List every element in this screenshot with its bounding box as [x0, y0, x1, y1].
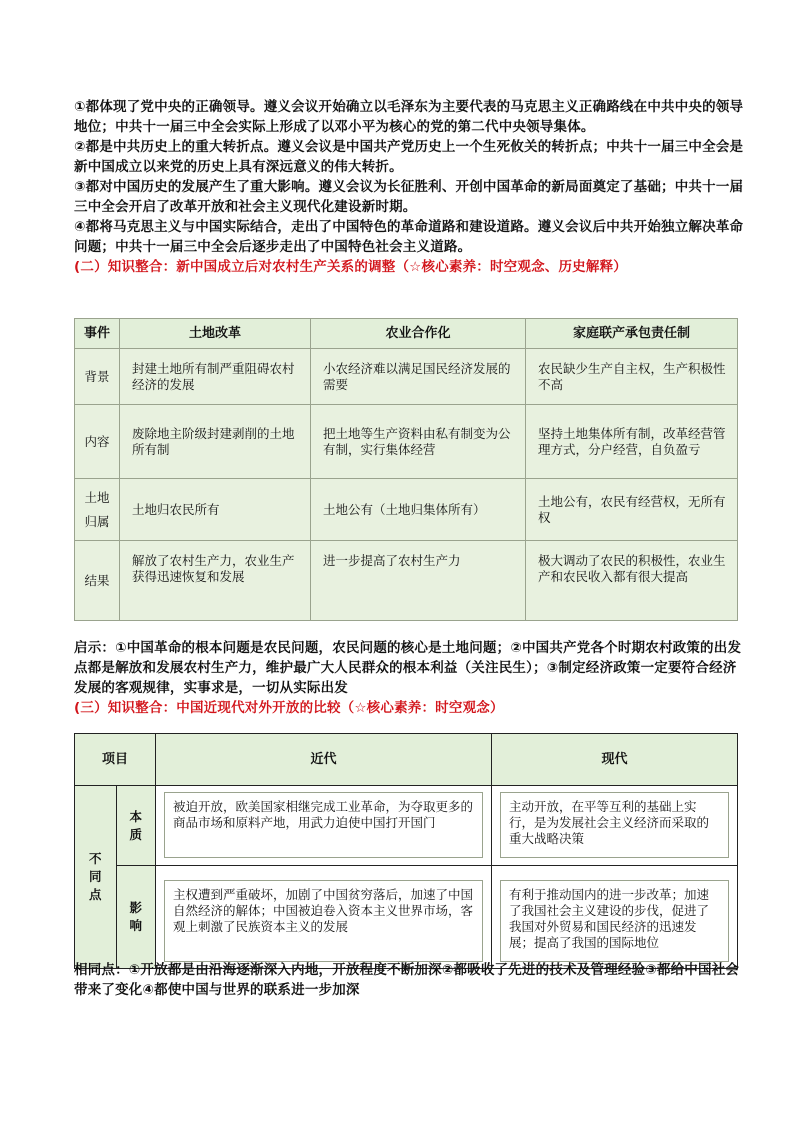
table-cell [156, 786, 492, 866]
table-cell: 小农经济难以满足国民经济发展的需要 [311, 349, 526, 405]
table2-header-row [75, 734, 738, 786]
similarities-section [74, 960, 744, 1000]
row-label [75, 479, 120, 541]
table-cell: 废除地主阶级封建剥削的土地所有制 [120, 405, 311, 479]
row-label-top: 土地 [84, 489, 110, 505]
row-label-essence: 本 质 [116, 786, 155, 866]
row-label: 内容 [75, 405, 120, 479]
essence-modern-early: 被迫开放，欧美国家相继完成工业革命，为夺取更多的商品市场和原料产地，用武力迫使中国打开国门 [164, 792, 483, 858]
section2-heading: (二）知识整合：新中国成立后对农村生产关系的调整（☆核心素养：时空观念、历史解释） [74, 259, 627, 275]
essence-contemporary: 主动开放，在平等互利的基础上实行，是为发展社会主义经济而采取的重大战略决策 [500, 792, 729, 858]
table1-header-event: 事件 [75, 319, 120, 349]
table-cell: 土地归农民所有 [120, 479, 311, 541]
table-row [75, 786, 738, 866]
table2-header-item: 项目 [75, 734, 156, 786]
table1-header-land-reform: 土地改革 [120, 319, 311, 349]
table-cell: 进一步提高了农村生产力 [311, 541, 526, 621]
impact-modern-early: 主权遭到严重破坏，加剧了中国贫穷落后，加速了中国自然经济的解体；中国被迫卷入资本主义世界市场，客观上刺激了民族资本主义的发展 [164, 880, 483, 962]
table-row [75, 349, 738, 405]
intro-paragraph-2: ②都是中共历史上的重大转折点。遵义会议是中国共产党历史上一个生死攸关的转折点；中共十一届三中全会是新中国成立以来党的历史上具有深远意义的伟大转折。 [74, 139, 744, 175]
table1-header-contract-system: 家庭联产承包责任制 [526, 319, 738, 349]
table2-header-contemporary: 现代 [492, 734, 738, 786]
row-label-impact: 影 响 [116, 866, 155, 969]
row-label: 背景 [75, 349, 120, 405]
table2-header-modern-early: 近代 [156, 734, 492, 786]
table1-header-row [75, 319, 738, 349]
intro-section [74, 97, 744, 277]
table-cell: 极大调动了农民的积极性，农业生产和农民收入都有很大提高 [526, 541, 738, 621]
table-cell: 把土地等生产资料由私有制变为公有制，实行集体经营 [311, 405, 526, 479]
similarities-text: 相同点：①开放都是由沿海逐渐深入内地，开放程度不断加深②都吸收了先进的技术及管理经验③都给中国社会带来了变化④都使中国与世界的联系进一步加深 [74, 962, 740, 998]
table-cell: 封建土地所有制严重阻碍农村经济的发展 [120, 349, 311, 405]
intro-paragraph-1: ①都体现了党中央的正确领导。遵义会议开始确立以毛泽东为主要代表的马克思主义正确路线在中共中央的领导地位；中共十一届三中全会实际上形成了以邓小平为核心的党的第二代中央领导集体。 [74, 99, 744, 135]
row-label: 结果 [75, 541, 120, 621]
table-cell: 土地公有（土地归集体所有） [311, 479, 526, 541]
table-row [75, 541, 738, 621]
table-cell: 坚持土地集体所有制，改革经营管理方式，分户经营，自负盈亏 [526, 405, 738, 479]
enlightenment-section [74, 638, 744, 718]
opening-up-comparison-table [74, 733, 738, 969]
table-cell: 农民缺少生产自主权，生产积极性不高 [526, 349, 738, 405]
table-row [75, 479, 738, 541]
differences-label: 不 同 点 [75, 786, 117, 969]
intro-paragraph-4: ④都将马克思主义与中国实际结合，走出了中国特色的革命道路和建设道路。遵义会议后中共开始独立解决革命问题；中共十一届三中全会后逐步走出了中国特色社会主义道路。 [74, 219, 744, 255]
table-row [75, 866, 738, 969]
table1-header-cooperation: 农业合作化 [311, 319, 526, 349]
row-label-bottom: 归属 [84, 513, 110, 529]
table-cell [492, 786, 738, 866]
table-cell [492, 866, 738, 969]
rural-relations-table [74, 318, 738, 621]
intro-paragraph-3: ③都对中国历史的发展产生了重大影响。遵义会议为长征胜利、开创中国革命的新局面奠定了基础；中共十一届三中全会开启了改革开放和社会主义现代化建设新时期。 [74, 179, 744, 215]
table-cell: 解放了农村生产力，农业生产获得迅速恢复和发展 [120, 541, 311, 621]
table-cell [156, 866, 492, 969]
table-cell: 土地公有，农民有经营权，无所有权 [526, 479, 738, 541]
enlightenment-text: 启示：①中国革命的根本问题是农民问题，农民问题的核心是土地问题；②中国共产党各个时期农村政策的出发点都是解放和发展农村生产力，维护最广大人民群众的根本利益（关注民生）；③制定经济政策一定要符合经济发展的客观规律，实事求是，一切从实际出发 [74, 640, 742, 696]
table-row [75, 405, 738, 479]
impact-contemporary: 有利于推动国内的进一步改革；加速了我国社会主义建设的步伐，促进了我国对外贸易和国民经济的迅速发展；提高了我国的国际地位 [500, 880, 729, 962]
section3-heading: (三）知识整合：中国近现代对外开放的比较（☆核心素养：时空观念） [74, 700, 504, 716]
